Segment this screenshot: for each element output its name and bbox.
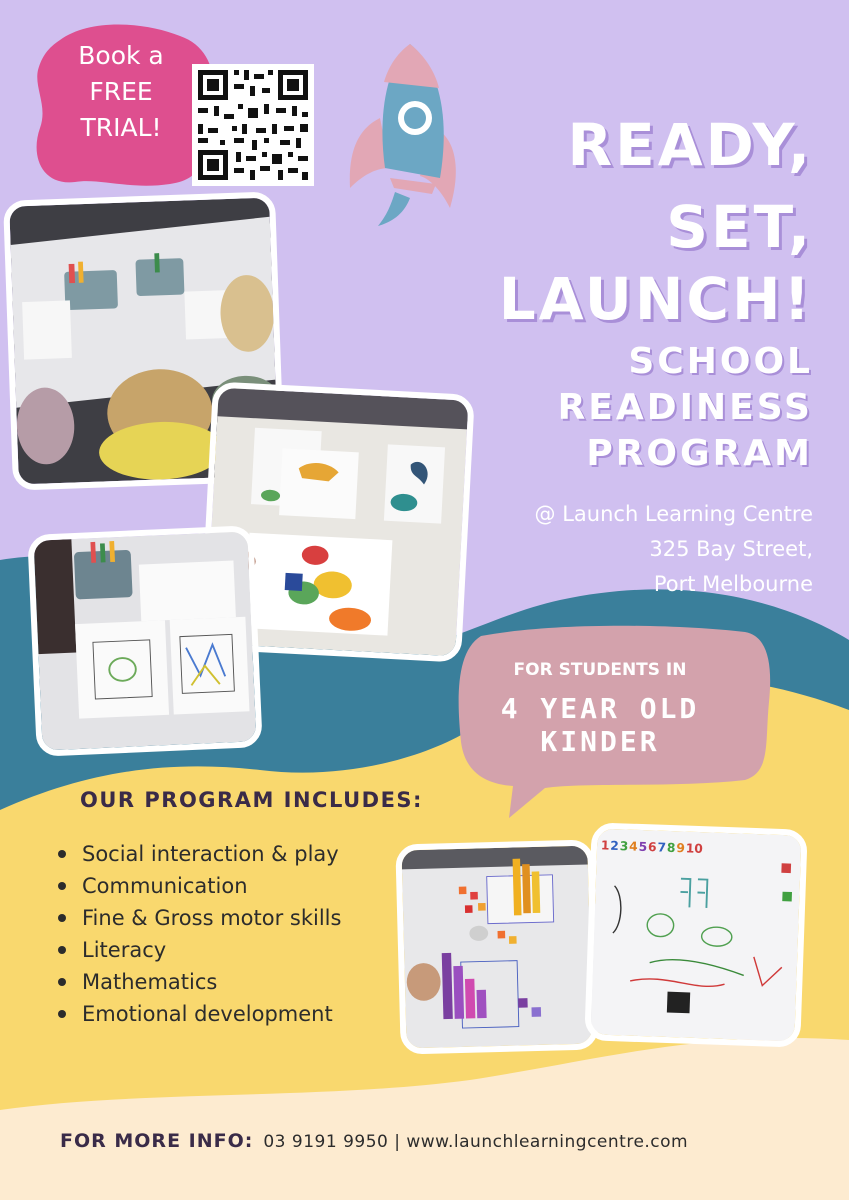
rocket-icon: [340, 38, 470, 228]
cta-line-2: FREE: [89, 77, 153, 106]
program-includes-heading: OUR PROGRAM INCLUDES:: [80, 788, 423, 812]
bubble-level: KINDER: [540, 725, 660, 758]
subtitle-program: PROGRAM: [586, 433, 813, 474]
cta-line-1: Book a: [78, 41, 164, 70]
list-item: Social interaction & play: [56, 838, 341, 870]
qr-code[interactable]: [192, 64, 314, 186]
cta-book-trial[interactable]: [46, 38, 196, 146]
svg-text:1: 1: [600, 838, 610, 853]
list-item: Fine & Gross motor skills: [56, 902, 341, 934]
svg-text:10: 10: [685, 841, 704, 856]
address-suburb: Port Melbourne: [653, 572, 813, 596]
photo-worksheet-drawings: [27, 525, 262, 757]
photo-counting-blocks: [395, 839, 598, 1054]
svg-text:5: 5: [638, 839, 648, 855]
bubble-for-students: FOR STUDENTS IN: [513, 660, 687, 680]
program-list: [56, 838, 341, 1030]
address-street: 325 Bay Street,: [649, 537, 813, 561]
bullet-icon: [58, 914, 66, 922]
subtitle-readiness: READINESS: [557, 387, 813, 428]
qr-code-icon: [192, 64, 314, 186]
photo-whiteboard-letters: [584, 822, 807, 1047]
list-item: Literacy: [56, 934, 341, 966]
bullet-icon: [58, 1010, 66, 1018]
svg-text:2: 2: [610, 838, 620, 854]
svg-text:7: 7: [657, 840, 667, 855]
bubble-age: 4 YEAR OLD: [500, 692, 700, 725]
svg-text:3: 3: [619, 839, 629, 854]
bubble-kinder: [470, 692, 730, 758]
footer-contact: [60, 1130, 688, 1152]
subtitle-school: SCHOOL: [628, 341, 813, 382]
title-ready: READY,: [567, 111, 813, 179]
list-item: Mathematics: [56, 966, 341, 998]
bullet-icon: [58, 978, 66, 986]
svg-text:9: 9: [676, 841, 686, 856]
cta-line-3: TRIAL!: [80, 113, 162, 142]
bullet-icon: [58, 850, 66, 858]
bullet-icon: [58, 946, 66, 954]
svg-text:4: 4: [628, 839, 638, 854]
svg-text:6: 6: [647, 840, 657, 855]
title-set: SET,: [666, 193, 813, 261]
footer-label: FOR MORE INFO:: [60, 1130, 254, 1152]
list-item: Emotional development: [56, 998, 341, 1030]
title-launch: LAUNCH!: [498, 265, 813, 333]
address-centre: @ Launch Learning Centre: [534, 502, 813, 526]
svg-text:8: 8: [666, 840, 676, 856]
footer-phone-website[interactable]: 03 9191 9950 | www.launchlearningcentre.com: [263, 1132, 689, 1152]
list-item: Communication: [56, 870, 341, 902]
bullet-icon: [58, 882, 66, 890]
